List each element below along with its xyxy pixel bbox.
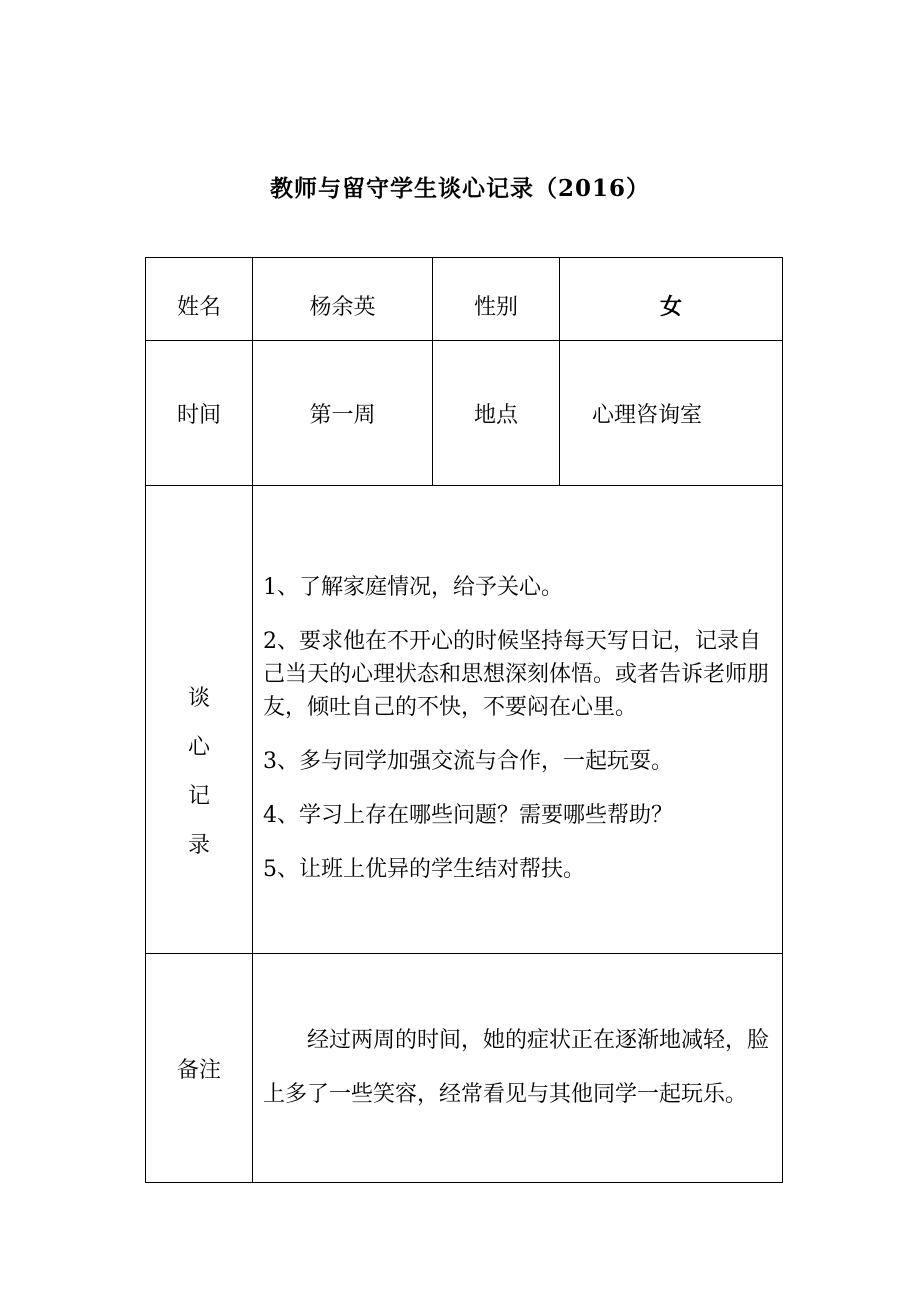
record-item: 2、要求他在不开心的时候坚持每天写日记，记录自己当天的心理状态和思想深刻体悟。或者告诉老师朋友，倾吐自己的不快，不要闷在心里。 [263, 629, 770, 720]
name-label: 姓名 [176, 294, 221, 320]
record-label-char: 录 [187, 832, 210, 858]
document-title: 教师与留守学生谈心记录（2016） [269, 175, 650, 202]
record-label-cell [146, 486, 253, 954]
gender-value: 女 [659, 293, 682, 320]
remarks-content [253, 954, 783, 1183]
record-content [253, 486, 783, 954]
time-label: 时间 [146, 341, 253, 486]
name-value: 杨余英 [309, 294, 376, 320]
table-row-time [146, 341, 783, 486]
name-label-cell [146, 258, 253, 341]
record-table [145, 257, 783, 1183]
name-value-cell [253, 258, 433, 341]
record-item: 4、学习上存在哪些问题？需要哪些帮助？ [263, 803, 673, 828]
record-label-char: 谈 [187, 685, 210, 711]
remarks-label: 备注 [146, 954, 253, 1183]
remarks-text: 经过两周的时间，她的症状正在逐渐地减轻，脸上多了一些笑容，经常看见与其他同学一起玩乐。 [263, 1028, 770, 1107]
gender-label: 性别 [473, 294, 518, 320]
record-label-char: 心 [187, 734, 210, 760]
place-value: 心理咨询室 [560, 341, 783, 486]
record-item: 1、了解家庭情况，给予关心。 [263, 575, 563, 600]
record-label-char: 记 [187, 783, 210, 809]
time-value: 第一周 [253, 341, 433, 486]
gender-value-cell [560, 258, 783, 341]
table-row-remarks [146, 954, 783, 1183]
place-label: 地点 [433, 341, 560, 486]
table-row-record [146, 486, 783, 954]
table-row-name [146, 258, 783, 341]
record-item: 3、多与同学加强交流与合作，一起玩耍。 [263, 749, 673, 774]
record-item: 5、让班上优异的学生结对帮扶。 [263, 857, 585, 882]
gender-label-cell [433, 258, 560, 341]
record-label [187, 674, 211, 870]
